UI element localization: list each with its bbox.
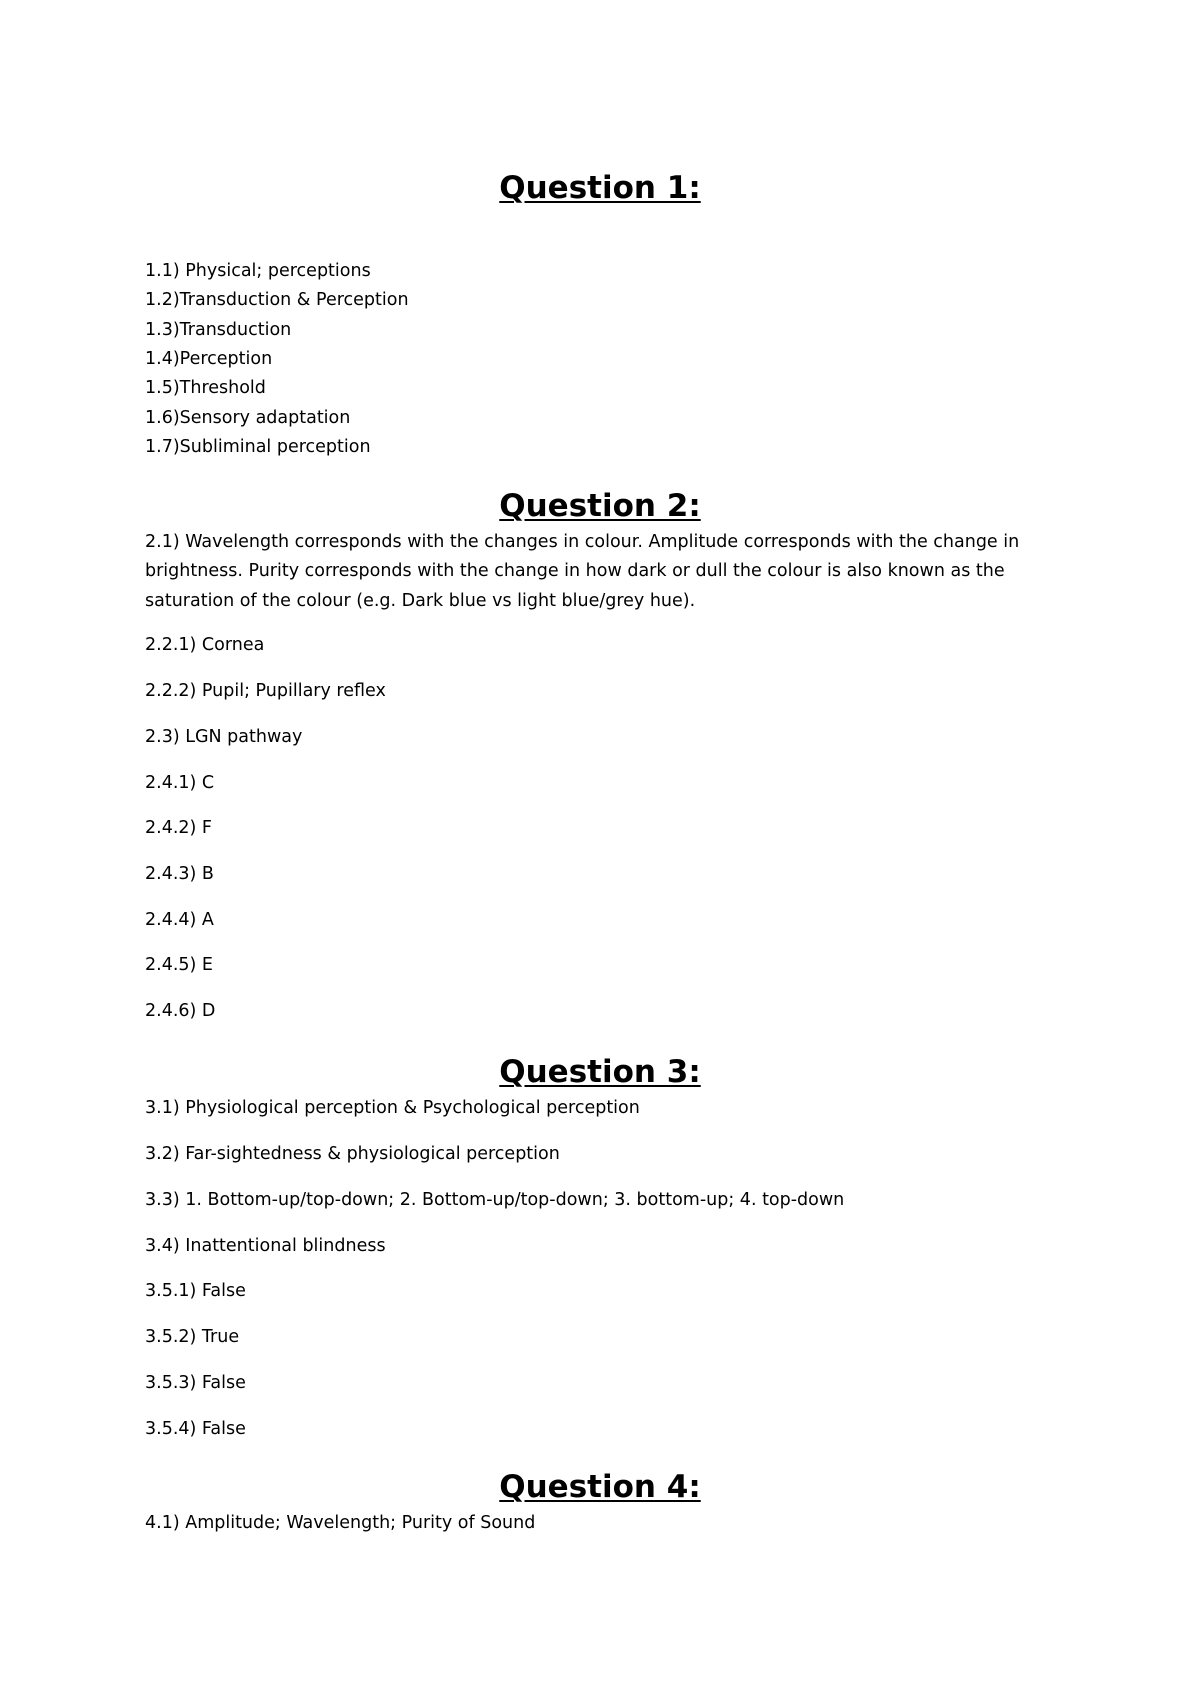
answer-3-5-2: 3.5.2) True	[145, 1327, 240, 1347]
answer-3-3: 3.3) 1. Bottom-up/top-down; 2. Bottom-up/top-down; 3. bottom-up; 4. top-down	[145, 1190, 845, 1210]
answer-3-5-1: 3.5.1) False	[145, 1281, 246, 1301]
answer-1-3: 1.3)Transduction	[145, 320, 292, 340]
answer-4-1: 4.1) Amplitude; Wavelength; Purity of Sound	[145, 1513, 536, 1533]
answer-2-4-2: 2.4.2) F	[145, 818, 212, 838]
answer-2-4-6: 2.4.6) D	[145, 1001, 216, 1021]
question-1-heading: Question 1:	[499, 170, 701, 206]
answer-2-3: 2.3) LGN pathway	[145, 727, 303, 747]
answer-1-7: 1.7)Subliminal perception	[145, 437, 371, 457]
answer-2-4-3: 2.4.3) B	[145, 864, 214, 884]
answer-3-2: 3.2) Far-sightedness & physiological perception	[145, 1144, 560, 1164]
answer-1-2: 1.2)Transduction & Perception	[145, 290, 409, 310]
answer-3-5-4: 3.5.4) False	[145, 1419, 246, 1439]
answer-2-4-1: 2.4.1) C	[145, 773, 215, 793]
question-4-heading: Question 4:	[499, 1469, 701, 1505]
answer-1-6: 1.6)Sensory adaptation	[145, 408, 351, 428]
answer-3-1: 3.1) Physiological perception & Psychological perception	[145, 1098, 640, 1118]
question-3-heading: Question 3:	[499, 1054, 701, 1090]
answer-2-4-4: 2.4.4) A	[145, 910, 214, 930]
answer-2-4-5: 2.4.5) E	[145, 955, 213, 975]
answer-3-4: 3.4) Inattentional blindness	[145, 1236, 386, 1256]
answer-1-1: 1.1) Physical; perceptions	[145, 261, 371, 281]
answer-2-2-2: 2.2.2) Pupil; Pupillary reflex	[145, 681, 386, 701]
answer-3-5-3: 3.5.3) False	[145, 1373, 246, 1393]
answer-1-4: 1.4)Perception	[145, 349, 273, 369]
question-2-heading: Question 2:	[499, 488, 701, 524]
answer-2-1: 2.1) Wavelength corresponds with the changes in colour. Amplitude corresponds with the change in brightness. Purity corresponds with the change in how dark or dull the colour is also known as the saturation of the colour (e.g. Dark blue vs light blue/grey hue).	[145, 532, 1020, 611]
answer-1-5: 1.5)Threshold	[145, 378, 266, 398]
answer-2-2-1: 2.2.1) Cornea	[145, 635, 265, 655]
